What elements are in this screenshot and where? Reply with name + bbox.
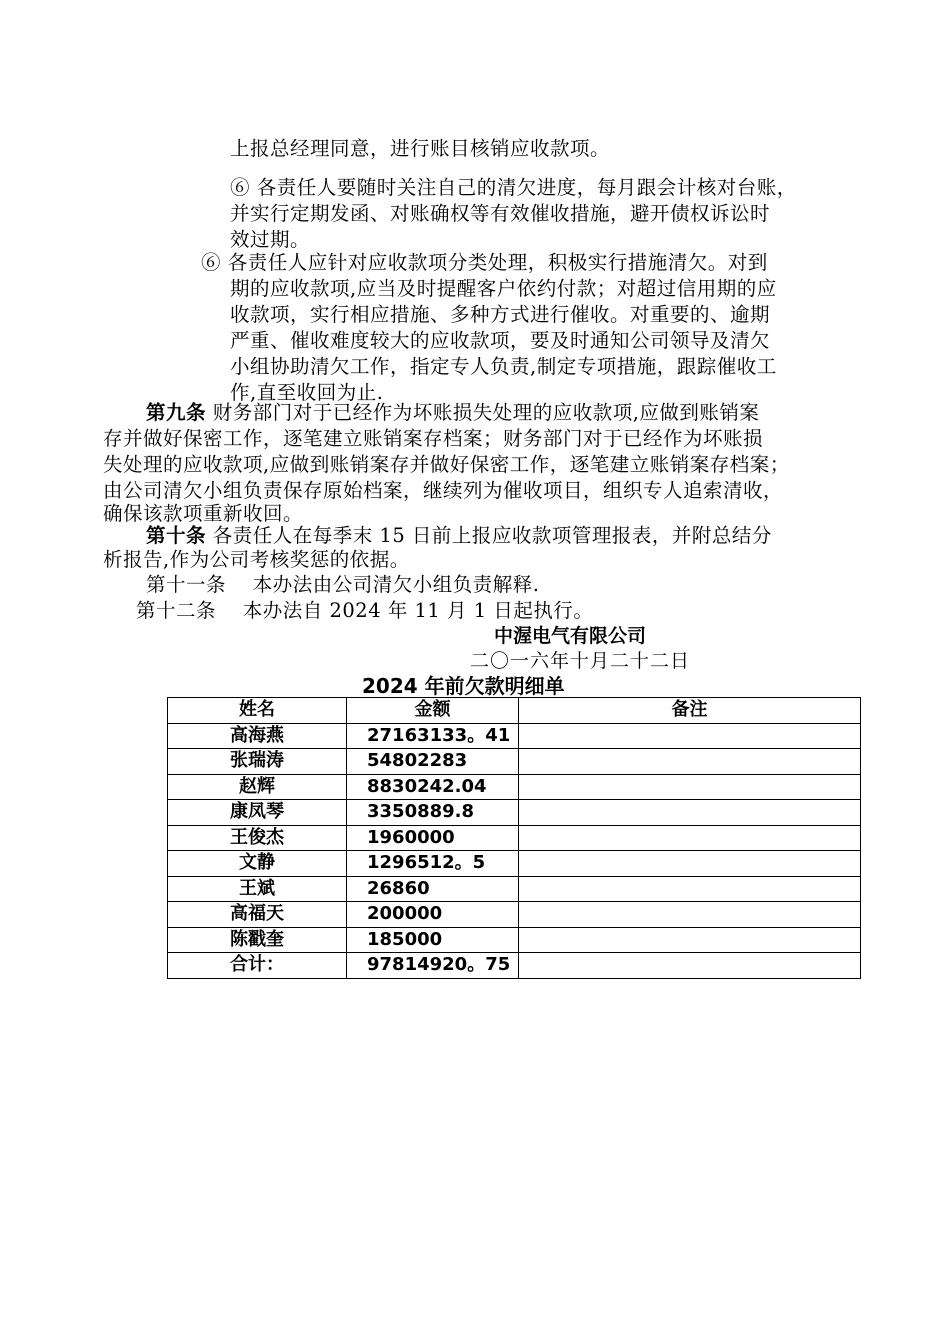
note-cell <box>519 953 861 979</box>
article-9-label: 第九条 <box>146 401 207 424</box>
note-cell <box>519 800 861 826</box>
paragraph-line: 期的应收款项,应当及时提醒客户依约付款；对超过信用期的应 <box>230 277 777 300</box>
table-row <box>168 825 861 851</box>
table-title: 2024 年前欠款明细单 <box>362 674 565 698</box>
table-row <box>168 876 861 902</box>
article-12: 第十二条 本办法自 2024 年 11 月 1 日起执行。 <box>136 599 594 622</box>
amount-cell: 27163133。41 <box>347 723 519 749</box>
paragraph-line: 确保该款项重新收回。 <box>103 502 304 525</box>
paragraph-line: 效过期。 <box>230 228 311 251</box>
note-cell <box>519 876 861 902</box>
name-cell: 王斌 <box>168 876 347 902</box>
table-row <box>168 953 861 979</box>
article-10-text: 各责任人在每季末 15 日前上报应收款项管理报表，并附总结分 <box>206 524 772 547</box>
name-cell: 康凤琴 <box>168 800 347 826</box>
paragraph-line: 上报总经理同意，进行账目核销应收款项。 <box>230 137 611 160</box>
paragraph-line: 析报告,作为公司考核奖惩的依据。 <box>103 548 410 571</box>
header-amount: 金额 <box>347 698 519 724</box>
table-row <box>168 723 861 749</box>
table-header-row <box>168 698 861 724</box>
note-cell <box>519 749 861 775</box>
amount-cell: 3350889.8 <box>347 800 519 826</box>
table-row <box>168 927 861 953</box>
table-row <box>168 774 861 800</box>
paragraph-line: 小组协助清欠工作，指定专人负责,制定专项措施，跟踪催收工 <box>230 355 777 378</box>
amount-cell: 54802283 <box>347 749 519 775</box>
header-note: 备注 <box>519 698 861 724</box>
name-cell: 合计： <box>168 953 347 979</box>
article-9-line <box>146 400 759 426</box>
table-row <box>168 851 861 877</box>
amount-cell: 26860 <box>347 876 519 902</box>
note-cell <box>519 825 861 851</box>
article-11: 第十一条 本办法由公司清欠小组负责解释. <box>146 573 540 596</box>
note-cell <box>519 902 861 928</box>
name-cell: 陈戳奎 <box>168 927 347 953</box>
note-cell <box>519 927 861 953</box>
table-row <box>168 749 861 775</box>
name-cell: 王俊杰 <box>168 825 347 851</box>
name-cell: 高福天 <box>168 902 347 928</box>
paragraph-line: 收款项，实行相应措施、多种方式进行催收。对重要的、逾期 <box>230 303 771 326</box>
paragraph-line: 存并做好保密工作，逐笔建立账销案存档案；财务部门对于已经作为坏账损 <box>103 427 764 450</box>
note-cell <box>519 723 861 749</box>
amount-cell: 185000 <box>347 927 519 953</box>
article-9-text: 财务部门对于已经作为坏账损失处理的应收款项,应做到账销案 <box>206 401 760 424</box>
amount-cell: 200000 <box>347 902 519 928</box>
note-cell <box>519 851 861 877</box>
company-name: 中渥电气有限公司 <box>494 625 647 647</box>
paragraph-line: 由公司清欠小组负责保存原始档案，继续列为催收项目，组织专人追索清收， <box>103 479 784 502</box>
article-10-line <box>146 523 772 549</box>
paragraph-line: 严重、催收难度较大的应收款项，要及时通知公司领导及清欠 <box>230 329 771 352</box>
debt-table <box>167 697 861 979</box>
amount-cell: 8830242.04 <box>347 774 519 800</box>
signature-date: 二〇一六年十月二十二日 <box>470 650 691 672</box>
header-name: 姓名 <box>168 698 347 724</box>
note-cell <box>519 774 861 800</box>
name-cell: 赵辉 <box>168 774 347 800</box>
paragraph-line: ⑥ 各责任人应针对应收款项分类处理，积极实行措施清欠。对到 <box>201 251 768 274</box>
paragraph-line: 作,直至收回为止. <box>230 381 384 404</box>
paragraph-line: ⑥ 各责任人要随时关注自己的清欠进度，每月跟会计核对台账， <box>230 176 797 199</box>
table-row <box>168 800 861 826</box>
name-cell: 张瑞涛 <box>168 749 347 775</box>
name-cell: 高海燕 <box>168 723 347 749</box>
name-cell: 文静 <box>168 851 347 877</box>
table-row <box>168 902 861 928</box>
amount-cell: 97814920。75 <box>347 953 519 979</box>
amount-cell: 1296512。5 <box>347 851 519 877</box>
amount-cell: 1960000 <box>347 825 519 851</box>
paragraph-line: 失处理的应收款项,应做到账销案存并做好保密工作，逐笔建立账销案存档案； <box>103 453 790 476</box>
article-10-label: 第十条 <box>146 524 207 547</box>
paragraph-line: 并实行定期发函、对账确权等有效催收措施，避开债权诉讼时 <box>230 202 771 225</box>
table-body <box>168 723 861 978</box>
